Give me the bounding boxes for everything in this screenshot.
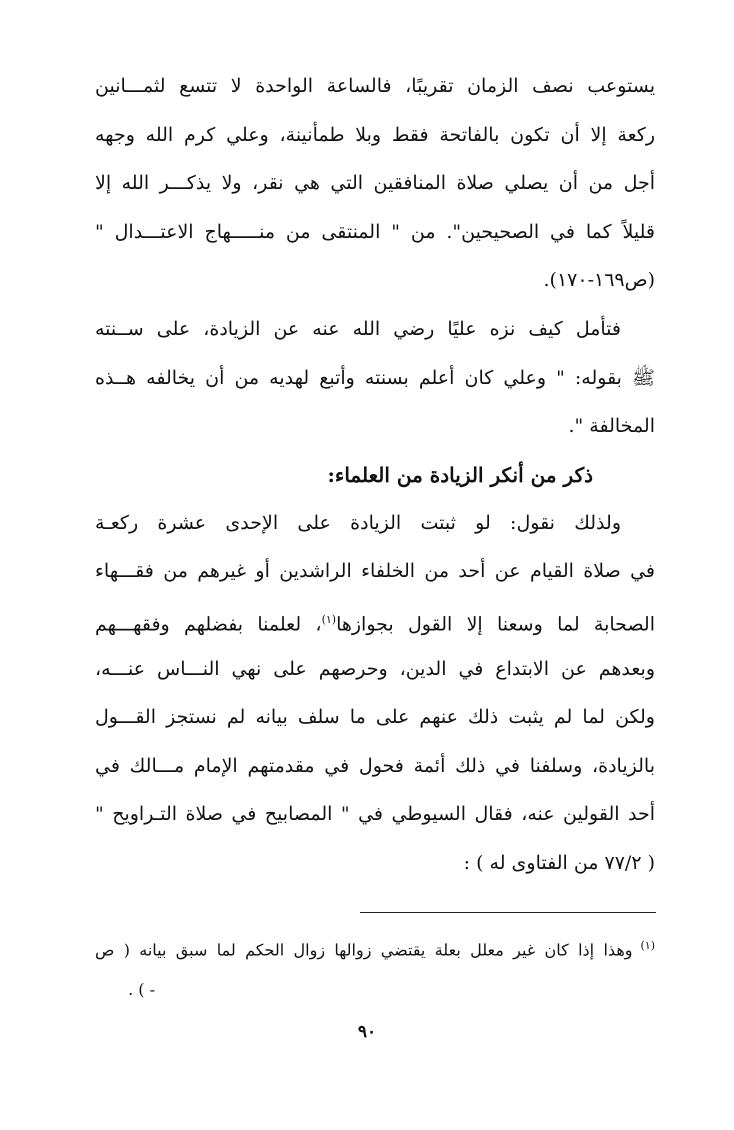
- body-line-with-footnote: [95, 596, 655, 645]
- body-line: أحد القولين عنه، فقال السيوطي في " المصابيح في صلاة التـراويح ": [95, 803, 655, 826]
- body-line: ولكن لما لم يثبت ذلك عنهم على ما سلف بيانه لم نستجز القـــول: [95, 706, 655, 729]
- body-line: (ص١٦٩-١٧٠).: [543, 269, 655, 292]
- footnote-block: [95, 924, 655, 1012]
- body-line: في صلاة القيام عن أحد من الخلفاء الراشدين أو غيرهم من فقـــهاء: [95, 560, 655, 583]
- body-line: ولذلك نقول: لو ثبتت الزيادة على الإحدى عشرة ركعـة: [95, 511, 621, 534]
- body-line: وبعدهم عن الابتداع في الدين، وحرصهم على نهي النـــاس عنـــه،: [95, 657, 655, 680]
- main-text-block: [95, 62, 655, 888]
- body-line: ركعة إلا أن تكون بالفاتحة فقط وبلا طمأنينة، وعلي كرم الله وجهه: [95, 123, 655, 146]
- body-line-part: الصحابة لما وسعنا إلا القول بجوازها: [336, 613, 655, 636]
- body-line-part: ، لعلمنا بفضلهم وفقهـــهم: [95, 613, 322, 636]
- footnote-divider: [360, 912, 656, 913]
- page-number: ٩٠: [357, 1022, 377, 1042]
- body-line: يستوعب نصف الزمان تقريبًا، فالساعة الواحدة لا تتسع لثمـــانين: [95, 75, 655, 97]
- body-line: المخالفة ".: [568, 415, 655, 438]
- footnote-reference: (١): [321, 612, 337, 626]
- body-line: بالزيادة، وسلفنا في ذلك أئمة فحول في مقدمتهم الإمام مـــالك في: [95, 754, 655, 777]
- body-line: ﷺ بقوله: " وعلي كان أعلم بسنته وأتبع لهديه من أن يخالفه هــذه: [95, 366, 655, 389]
- body-line: ( ٧٧/٢ من الفتاوى له ) :: [463, 851, 655, 874]
- footnote-line: [95, 924, 655, 968]
- body-line: قليلاً كما في الصحيحين". من " المنتقى من منـــــهاج الاعتـــدال ": [95, 220, 655, 243]
- footnote-marker: (١): [640, 939, 655, 952]
- body-line: أجل من أن يصلي صلاة المنافقين التي هي نقر، ولا يذكـــر الله إلا: [95, 172, 655, 195]
- footnote-line: - ) .: [128, 980, 155, 999]
- section-heading: ذكر من أنكر الزيادة من العلماء:: [327, 462, 593, 487]
- body-line: فتأمل كيف نزه عليًا رضي الله عنه عن الزيادة، على ســنته: [95, 317, 621, 340]
- footnote-text: وهذا إذا كان غير معلل بعلة يقتضي زوالها زوال الحكم لما سبق بيانه ( ص: [95, 940, 633, 960]
